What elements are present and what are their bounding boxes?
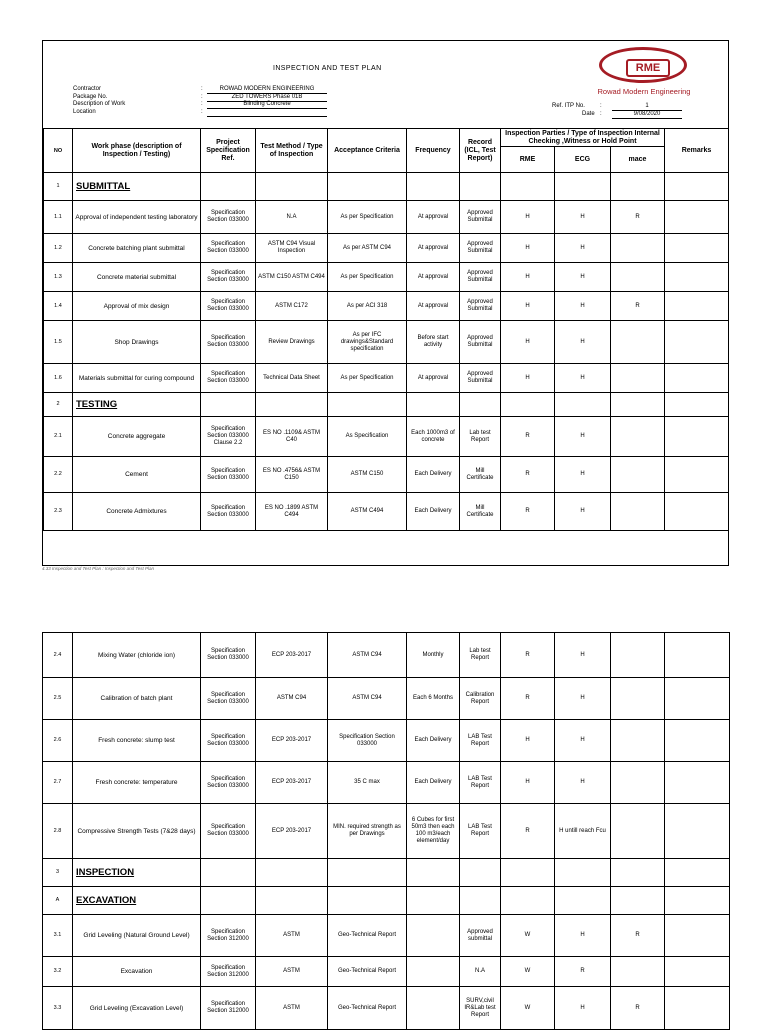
test-method: ASTM C150 ASTM C494 xyxy=(256,263,328,292)
item-number: 1.3 xyxy=(44,263,73,292)
table-row xyxy=(44,417,729,457)
spec-ref: Specification Section 033000 xyxy=(201,457,256,493)
test-method: ECP 203-2017 xyxy=(256,804,328,859)
col-header-work-phase: Work phase (description of Inspection / Testing) xyxy=(73,129,201,173)
remarks xyxy=(665,417,729,457)
spec-ref: Specification Section 033000 xyxy=(201,292,256,321)
table-row xyxy=(43,957,730,987)
table-row xyxy=(43,678,730,720)
logo-subtitle: Rowad Modern Engineering xyxy=(597,87,691,96)
work-phase: Concrete material submittal xyxy=(73,263,201,292)
record: Approved Submittal xyxy=(460,321,501,364)
record: N.A xyxy=(460,957,501,987)
mace-inspection: R xyxy=(611,292,665,321)
record: Approved submittal xyxy=(460,915,501,957)
frequency: Each Delivery xyxy=(407,457,460,493)
section-title: TESTING xyxy=(73,393,201,417)
table-row xyxy=(43,762,730,804)
frequency: Each Delivery xyxy=(407,493,460,531)
section-number: 3 xyxy=(43,859,73,887)
empty-cell xyxy=(501,887,555,915)
frequency xyxy=(407,957,460,987)
table-row xyxy=(43,633,730,678)
empty-cell xyxy=(407,173,460,201)
empty-cell xyxy=(501,393,555,417)
mace-inspection xyxy=(611,364,665,393)
frequency: Each Delivery xyxy=(407,762,460,804)
date-label: Date xyxy=(582,110,595,117)
spec-ref: Specification Section 312000 xyxy=(201,957,256,987)
section-row xyxy=(43,859,730,887)
acceptance-criteria: ASTM C150 xyxy=(328,457,407,493)
rme-inspection: H xyxy=(501,321,555,364)
rme-inspection: H xyxy=(501,263,555,292)
record: Approved Submittal xyxy=(460,364,501,393)
ecg-inspection: H xyxy=(555,417,611,457)
record: LAB Test Report xyxy=(460,804,501,859)
item-number: 2.5 xyxy=(43,678,73,720)
acceptance-criteria: ASTM C94 xyxy=(328,678,407,720)
item-number: 3.1 xyxy=(43,915,73,957)
section-number: 1 xyxy=(44,173,73,201)
page-footnote: 4.33 Inspection and Test Plan : Inspection and Test Plan xyxy=(42,566,154,571)
mace-inspection xyxy=(611,804,665,859)
acceptance-criteria: Geo-Technical Report xyxy=(328,915,407,957)
record: Approved Submittal xyxy=(460,292,501,321)
item-number: 1.2 xyxy=(44,234,73,263)
rme-inspection: W xyxy=(501,987,555,1030)
remarks xyxy=(665,633,730,678)
frequency: Monthly xyxy=(407,633,460,678)
spec-ref: Specification Section 033000 xyxy=(201,633,256,678)
empty-cell xyxy=(201,859,256,887)
empty-cell xyxy=(460,173,501,201)
record: SURV,civil IR&Lab test Report xyxy=(460,987,501,1030)
mace-inspection xyxy=(611,493,665,531)
acceptance-criteria: As per ASTM C94 xyxy=(328,234,407,263)
ecg-inspection: R xyxy=(555,957,611,987)
info-value: ZED TOWERS Phase 01B xyxy=(207,94,327,102)
ecg-inspection: H untill reach Fcu xyxy=(555,804,611,859)
empty-cell xyxy=(201,393,256,417)
empty-cell xyxy=(460,887,501,915)
test-method: ASTM C94 xyxy=(256,678,328,720)
test-method: ECP 203-2017 xyxy=(256,762,328,804)
empty-cell xyxy=(611,173,665,201)
section-row xyxy=(43,887,730,915)
record: Approved Submittal xyxy=(460,263,501,292)
remarks xyxy=(665,678,730,720)
test-method: ECP 203-2017 xyxy=(256,720,328,762)
test-method: ES NO .1899 ASTM C494 xyxy=(256,493,328,531)
empty-cell xyxy=(611,393,665,417)
table-row xyxy=(44,321,729,364)
frequency: 6 Cubes for first 50m3 then each 100 m3/each element/day xyxy=(407,804,460,859)
test-method: ES NO .1109& ASTM C40 xyxy=(256,417,328,457)
mace-inspection xyxy=(611,957,665,987)
acceptance-criteria: As Specification xyxy=(328,417,407,457)
spec-ref: Specification Section 312000 xyxy=(201,915,256,957)
itp-table-part-2 xyxy=(42,632,730,1030)
remarks xyxy=(665,915,730,957)
item-number: 2.8 xyxy=(43,804,73,859)
spec-ref: Specification Section 033000 xyxy=(201,364,256,393)
mace-inspection xyxy=(611,321,665,364)
mace-inspection xyxy=(611,633,665,678)
logo-text: RME xyxy=(626,59,670,77)
col-header-remarks: Remarks xyxy=(665,129,729,173)
ecg-inspection: H xyxy=(555,678,611,720)
acceptance-criteria: ASTM C494 xyxy=(328,493,407,531)
section-title: EXCAVATION xyxy=(73,887,201,915)
rme-inspection: H xyxy=(501,720,555,762)
item-number: 2.6 xyxy=(43,720,73,762)
info-value: ROWAD MODERN ENGINEERING xyxy=(207,86,327,94)
empty-cell xyxy=(665,393,729,417)
work-phase: Concrete aggregate xyxy=(73,417,201,457)
frequency: At approval xyxy=(407,364,460,393)
remarks xyxy=(665,292,729,321)
spec-ref: Specification Section 033000 xyxy=(201,762,256,804)
empty-cell xyxy=(555,393,611,417)
date-value: 9/08/2020 xyxy=(612,111,682,119)
ecg-inspection: H xyxy=(555,321,611,364)
remarks xyxy=(665,364,729,393)
table-row xyxy=(43,987,730,1030)
spec-ref: Specification Section 033000 xyxy=(201,321,256,364)
remarks xyxy=(665,457,729,493)
col-header-rme: RME xyxy=(501,147,555,173)
empty-cell xyxy=(328,173,407,201)
remarks xyxy=(665,957,730,987)
table-row xyxy=(44,201,729,234)
empty-cell xyxy=(555,887,611,915)
ecg-inspection: H xyxy=(555,263,611,292)
mace-inspection xyxy=(611,263,665,292)
item-number: 2.4 xyxy=(43,633,73,678)
table-row xyxy=(44,234,729,263)
table-row xyxy=(44,263,729,292)
acceptance-criteria: As per Specification xyxy=(328,201,407,234)
info-label: Location xyxy=(73,108,96,115)
ecg-inspection: H xyxy=(555,457,611,493)
section-number: A xyxy=(43,887,73,915)
rme-inspection: R xyxy=(501,417,555,457)
acceptance-criteria: As per Specification xyxy=(328,263,407,292)
mace-inspection xyxy=(611,234,665,263)
mace-inspection xyxy=(611,678,665,720)
ecg-inspection: H xyxy=(555,292,611,321)
empty-cell xyxy=(501,173,555,201)
frequency: At approval xyxy=(407,234,460,263)
acceptance-criteria: As per IFC drawings&Standard specification xyxy=(328,321,407,364)
table-row xyxy=(43,720,730,762)
empty-cell xyxy=(665,887,730,915)
empty-cell xyxy=(555,173,611,201)
rme-inspection: R xyxy=(501,678,555,720)
info-label: Description of Work xyxy=(73,101,126,107)
work-phase: Calibration of batch plant xyxy=(73,678,201,720)
rme-inspection: W xyxy=(501,957,555,987)
test-method: Review Drawings xyxy=(256,321,328,364)
col-header-record: Record (ICL, Test Report) xyxy=(460,129,501,173)
empty-cell xyxy=(256,393,328,417)
col-header-spec-ref: Project Specification Ref. xyxy=(201,129,256,173)
table-row xyxy=(44,292,729,321)
rme-inspection: R xyxy=(501,493,555,531)
remarks xyxy=(665,804,730,859)
rme-inspection: H xyxy=(501,364,555,393)
mace-inspection xyxy=(611,417,665,457)
section-title: INSPECTION xyxy=(73,859,201,887)
empty-cell xyxy=(665,173,729,201)
empty-cell xyxy=(501,859,555,887)
work-phase: Fresh concrete: slump test xyxy=(73,720,201,762)
mace-inspection: R xyxy=(611,201,665,234)
work-phase: Approval of mix design xyxy=(73,292,201,321)
info-label: Contractor xyxy=(73,86,102,92)
empty-cell xyxy=(611,859,665,887)
ecg-inspection: H xyxy=(555,987,611,1030)
spec-ref: Specification Section 033000 xyxy=(201,804,256,859)
empty-cell xyxy=(460,859,501,887)
item-number: 1.5 xyxy=(44,321,73,364)
rme-inspection: H xyxy=(501,292,555,321)
col-header-frequency: Frequency xyxy=(407,129,460,173)
empty-cell xyxy=(328,393,407,417)
mace-inspection: R xyxy=(611,915,665,957)
remarks xyxy=(665,201,729,234)
work-phase: Fresh concrete: temperature xyxy=(73,762,201,804)
frequency: Before start activity xyxy=(407,321,460,364)
itp-page-1 xyxy=(42,40,729,566)
rme-inspection: H xyxy=(501,234,555,263)
empty-cell xyxy=(407,393,460,417)
empty-cell xyxy=(407,859,460,887)
record: LAB Test Report xyxy=(460,720,501,762)
record: Approved Submittal xyxy=(460,201,501,234)
itp-table-part-1 xyxy=(43,128,729,531)
empty-cell xyxy=(555,859,611,887)
item-number: 2.1 xyxy=(44,417,73,457)
ecg-inspection: H xyxy=(555,915,611,957)
table-row xyxy=(43,804,730,859)
remarks xyxy=(665,720,730,762)
frequency: Each 6 Months xyxy=(407,678,460,720)
col-header-inspection-parties: Inspection Parties / Type of Inspection Internal Checking ,Witness or Hold Point xyxy=(501,129,665,147)
ref-itp-value: 1 xyxy=(612,103,682,111)
rme-inspection: R xyxy=(501,633,555,678)
acceptance-criteria: Specification Section 033000 xyxy=(328,720,407,762)
remarks xyxy=(665,762,730,804)
empty-cell xyxy=(460,393,501,417)
spec-ref: Specification Section 033000 xyxy=(201,234,256,263)
record: LAB Test Report xyxy=(460,762,501,804)
ref-itp-label: Ref. ITP No. xyxy=(552,103,585,109)
record: Lab test Report xyxy=(460,417,501,457)
ecg-inspection: H xyxy=(555,633,611,678)
remarks xyxy=(665,263,729,292)
item-number: 2.3 xyxy=(44,493,73,531)
empty-cell xyxy=(256,887,328,915)
rme-inspection: H xyxy=(501,201,555,234)
col-header-acceptance: Acceptance Criteria xyxy=(328,129,407,173)
test-method: ASTM xyxy=(256,915,328,957)
frequency xyxy=(407,915,460,957)
table-row xyxy=(44,457,729,493)
rme-inspection: R xyxy=(501,457,555,493)
record: Calibration Report xyxy=(460,678,501,720)
itp-header: INSPECTION AND TEST PLAN Contractor : ROWAD MODERN ENGINEERING Package No. : ZED TOWERS Phase 01B Description of Work : Blinding Concrete Location : Ref. ITP No. : 1 Date : 9/08/2020 RME Rowad Modern Engineering xyxy=(43,41,728,129)
empty-cell xyxy=(256,859,328,887)
work-phase: Concrete Admixtures xyxy=(73,493,201,531)
frequency: Each 1000m3 of concrete xyxy=(407,417,460,457)
mace-inspection xyxy=(611,720,665,762)
item-number: 3.2 xyxy=(43,957,73,987)
col-header-ecg: ECG xyxy=(555,147,611,173)
test-method: ES NO .4756& ASTM C150 xyxy=(256,457,328,493)
ecg-inspection: H xyxy=(555,493,611,531)
ecg-inspection: H xyxy=(555,762,611,804)
work-phase: Shop Drawings xyxy=(73,321,201,364)
record: Approved Submittal xyxy=(460,234,501,263)
empty-cell xyxy=(328,887,407,915)
work-phase: Grid Leveling (Natural Ground Level) xyxy=(73,915,201,957)
spec-ref: Specification Section 033000 xyxy=(201,201,256,234)
mace-inspection xyxy=(611,762,665,804)
test-method: ASTM C94 Visual Inspection xyxy=(256,234,328,263)
remarks xyxy=(665,321,729,364)
work-phase: Excavation xyxy=(73,957,201,987)
spec-ref: Specification Section 033000 Clause 2.2 xyxy=(201,417,256,457)
acceptance-criteria: MIN. required strength as per Drawings xyxy=(328,804,407,859)
empty-cell xyxy=(328,859,407,887)
spec-ref: Specification Section 033000 xyxy=(201,493,256,531)
spec-ref: Specification Section 033000 xyxy=(201,263,256,292)
test-method: ASTM C172 xyxy=(256,292,328,321)
ecg-inspection: H xyxy=(555,201,611,234)
work-phase: Materials submittal for curing compound xyxy=(73,364,201,393)
item-number: 2.7 xyxy=(43,762,73,804)
empty-cell xyxy=(407,887,460,915)
test-method: N.A xyxy=(256,201,328,234)
col-header-test-method: Test Method / Type of Inspection xyxy=(256,129,328,173)
info-value xyxy=(207,109,327,117)
work-phase: Compressive Strength Tests (7&28 days) xyxy=(73,804,201,859)
logo-oval xyxy=(599,47,687,83)
remarks xyxy=(665,234,729,263)
record: Mill Certificate xyxy=(460,493,501,531)
test-method: ASTM xyxy=(256,957,328,987)
acceptance-criteria: ASTM C94 xyxy=(328,633,407,678)
header-row-1 xyxy=(44,129,729,147)
test-method: ECP 203-2017 xyxy=(256,633,328,678)
empty-cell xyxy=(201,887,256,915)
empty-cell xyxy=(201,173,256,201)
item-number: 2.2 xyxy=(44,457,73,493)
section-number: 2 xyxy=(44,393,73,417)
spec-ref: Specification Section 033000 xyxy=(201,678,256,720)
acceptance-criteria: As per Specification xyxy=(328,364,407,393)
table-row xyxy=(44,364,729,393)
work-phase: Mixing Water (chloride ion) xyxy=(73,633,201,678)
section-row xyxy=(44,393,729,417)
document-title: INSPECTION AND TEST PLAN xyxy=(273,65,382,72)
rme-inspection: W xyxy=(501,915,555,957)
col-header-mace: mace xyxy=(611,147,665,173)
item-number: 1.4 xyxy=(44,292,73,321)
acceptance-criteria: 35 C max xyxy=(328,762,407,804)
remarks xyxy=(665,987,730,1030)
acceptance-criteria: Geo-Technical Report xyxy=(328,987,407,1030)
section-title: SUBMITTAL xyxy=(73,173,201,201)
work-phase: Cement xyxy=(73,457,201,493)
table-row xyxy=(44,493,729,531)
work-phase: Grid Leveling (Excavation Level) xyxy=(73,987,201,1030)
info-value: Blinding Concrete xyxy=(207,101,327,109)
spec-ref: Specification Section 033000 xyxy=(201,720,256,762)
ecg-inspection: H xyxy=(555,364,611,393)
work-phase: Concrete batching plant submittal xyxy=(73,234,201,263)
remarks xyxy=(665,493,729,531)
table-row xyxy=(43,915,730,957)
record: Lab test Report xyxy=(460,633,501,678)
item-number: 1.6 xyxy=(44,364,73,393)
frequency xyxy=(407,987,460,1030)
frequency: At approval xyxy=(407,292,460,321)
test-method: ASTM xyxy=(256,987,328,1030)
acceptance-criteria: As per ACI 318 xyxy=(328,292,407,321)
test-method: Technical Data Sheet xyxy=(256,364,328,393)
empty-cell xyxy=(256,173,328,201)
empty-cell xyxy=(611,887,665,915)
company-logo xyxy=(579,47,709,101)
frequency: Each Delivery xyxy=(407,720,460,762)
ecg-inspection: H xyxy=(555,234,611,263)
record: Mill Certificate xyxy=(460,457,501,493)
frequency: At approval xyxy=(407,263,460,292)
mace-inspection xyxy=(611,457,665,493)
empty-cell xyxy=(665,859,730,887)
item-number: 3.3 xyxy=(43,987,73,1030)
ecg-inspection: H xyxy=(555,720,611,762)
item-number: 1.1 xyxy=(44,201,73,234)
rme-inspection: H xyxy=(501,762,555,804)
section-row xyxy=(44,173,729,201)
acceptance-criteria: Geo-Technical Report xyxy=(328,957,407,987)
mace-inspection: R xyxy=(611,987,665,1030)
frequency: At approval xyxy=(407,201,460,234)
spec-ref: Specification Section 312000 xyxy=(201,987,256,1030)
rme-inspection: R xyxy=(501,804,555,859)
info-label: Package No. xyxy=(73,93,108,100)
col-header-no: NO xyxy=(44,129,73,173)
work-phase: Approval of independent testing laboratory xyxy=(73,201,201,234)
